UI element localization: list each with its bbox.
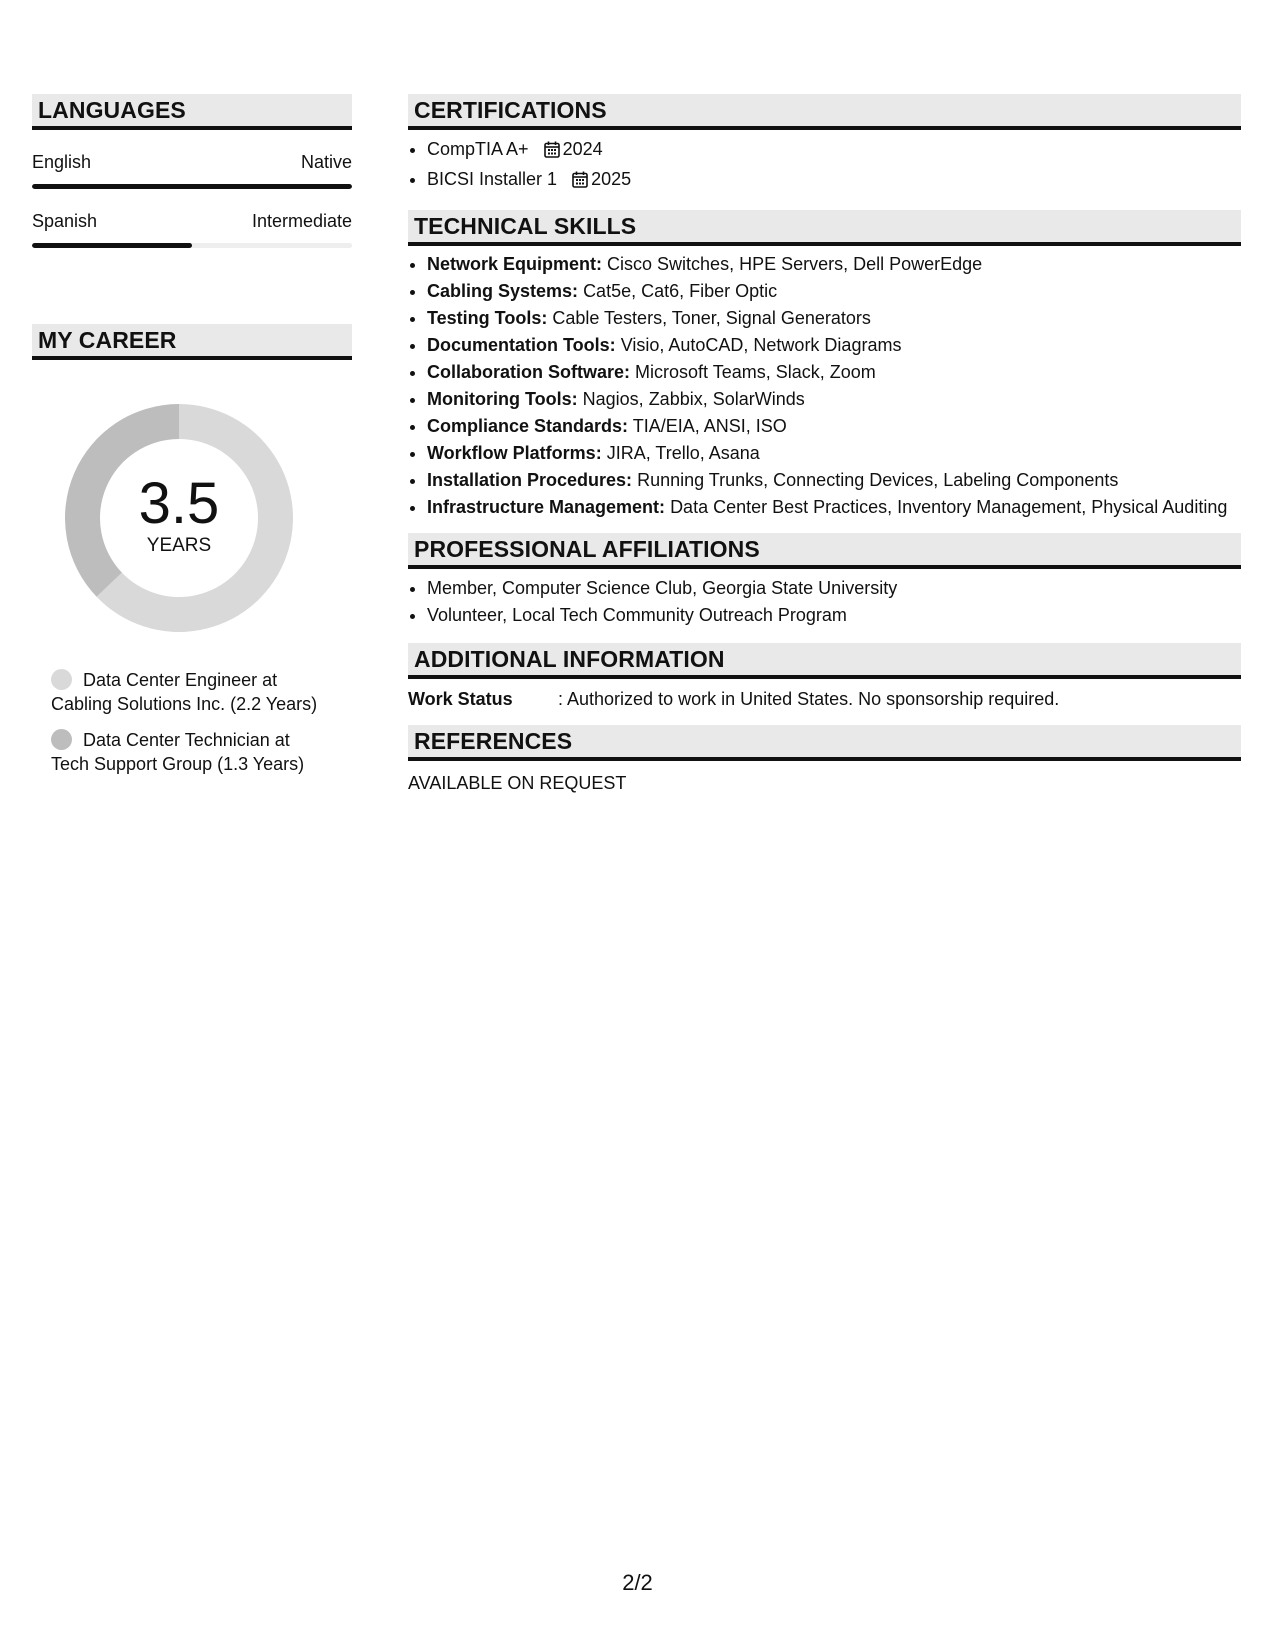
skill-values: Microsoft Teams, Slack, Zoom xyxy=(635,362,876,382)
certifications-list xyxy=(408,136,1241,196)
skill-values: Nagios, Zabbix, SolarWinds xyxy=(582,389,805,409)
language-proficiency-fill xyxy=(32,184,352,189)
skill-item xyxy=(427,495,1241,519)
skill-category: Infrastructure Management: xyxy=(427,497,666,517)
skill-values: Cisco Switches, HPE Servers, Dell PowerEdge xyxy=(607,254,983,274)
language-item xyxy=(32,211,352,248)
references-text: AVAILABLE ON REQUEST xyxy=(408,773,627,793)
technical-skills-list xyxy=(408,252,1241,519)
career-total-unit: YEARS xyxy=(146,535,212,556)
skill-values: JIRA, Trello, Asana xyxy=(606,443,760,463)
affiliations-heading: PROFESSIONAL AFFILIATIONS xyxy=(408,533,1241,569)
certification-name: CompTIA A+ xyxy=(427,139,529,159)
certifications-section xyxy=(408,94,1241,196)
language-proficiency-fill xyxy=(32,243,192,248)
calendar-icon xyxy=(544,139,560,166)
certification-year: 2025 xyxy=(591,169,632,189)
career-legend-label: Data Center Engineer at Cabling Solutions Inc. (2.2 Years) xyxy=(51,670,318,714)
technical-skills-heading: TECHNICAL SKILLS xyxy=(408,210,1241,246)
skill-values: Cat5e, Cat6, Fiber Optic xyxy=(583,281,778,301)
work-status-row xyxy=(408,687,1241,711)
donut-center xyxy=(65,404,293,632)
legend-dot-icon xyxy=(51,669,72,690)
certifications-heading: CERTIFICATIONS xyxy=(408,94,1241,130)
career-legend-label: Data Center Technician at Tech Support Group (1.3 Years) xyxy=(51,730,305,774)
career-legend-item xyxy=(51,728,321,776)
languages-section xyxy=(32,94,352,248)
language-level: Native xyxy=(300,152,352,172)
certification-name: BICSI Installer 1 xyxy=(427,169,558,189)
skill-values: Visio, AutoCAD, Network Diagrams xyxy=(620,335,902,355)
affiliations-list xyxy=(408,575,1241,629)
page-number: 2/2 xyxy=(622,1570,653,1595)
work-status-label: Work Status xyxy=(408,689,513,709)
affiliation-item: • Volunteer, Local Tech Community Outreach Program xyxy=(427,602,1241,629)
language-level: Intermediate xyxy=(251,211,352,231)
skill-item xyxy=(427,468,1241,492)
career-heading: MY CAREER xyxy=(32,324,352,360)
career-legend xyxy=(51,668,321,776)
career-total-value: 3.5 xyxy=(138,471,220,536)
calendar-icon xyxy=(572,169,588,196)
references-heading: REFERENCES xyxy=(408,725,1241,761)
certification-item xyxy=(427,166,1241,196)
technical-skills-section xyxy=(408,210,1241,519)
skill-category: Network Equipment: xyxy=(427,254,603,274)
additional-info-heading: ADDITIONAL INFORMATION xyxy=(408,643,1241,679)
language-name: English xyxy=(32,152,92,172)
skill-values: TIA/EIA, ANSI, ISO xyxy=(632,416,787,436)
additional-info-section xyxy=(408,643,1241,711)
career-section xyxy=(32,324,352,776)
skill-category: Workflow Platforms: xyxy=(427,443,602,463)
skill-category: Installation Procedures: xyxy=(427,470,633,490)
references-section xyxy=(408,725,1241,795)
skill-item xyxy=(427,252,1241,276)
skill-values: Running Trunks, Connecting Devices, Labeling Components xyxy=(637,470,1119,490)
work-status-value: : Authorized to work in United States. No sponsorship required. xyxy=(558,689,1060,709)
career-legend-item xyxy=(51,668,321,716)
skill-item xyxy=(427,306,1241,330)
language-proficiency-bar xyxy=(32,243,352,248)
right-column xyxy=(408,94,1241,795)
languages-heading: LANGUAGES xyxy=(32,94,352,130)
certification-year: 2024 xyxy=(562,139,603,159)
language-proficiency-bar xyxy=(32,184,352,189)
skill-values: Data Center Best Practices, Inventory Management, Physical Auditing xyxy=(670,497,1228,517)
skill-item xyxy=(427,387,1241,411)
certification-item xyxy=(427,136,1241,166)
skill-category: Cabling Systems: xyxy=(427,281,579,301)
left-column xyxy=(32,94,352,788)
affiliation-item: • Member, Computer Science Club, Georgia State University xyxy=(427,575,1241,602)
skill-values: Cable Testers, Toner, Signal Generators xyxy=(552,308,871,328)
language-name: Spanish xyxy=(32,211,98,231)
skill-category: Compliance Standards: xyxy=(427,416,629,436)
career-donut-chart xyxy=(65,404,293,632)
skill-item xyxy=(427,279,1241,303)
language-item xyxy=(32,152,352,189)
skill-category: Documentation Tools: xyxy=(427,335,616,355)
skill-category: Testing Tools: xyxy=(427,308,548,328)
affiliations-section xyxy=(408,533,1241,629)
skill-category: Collaboration Software: xyxy=(427,362,631,382)
skill-item xyxy=(427,441,1241,465)
legend-dot-icon xyxy=(51,729,72,750)
skill-item xyxy=(427,360,1241,384)
skill-category: Monitoring Tools: xyxy=(427,389,578,409)
skill-item xyxy=(427,414,1241,438)
skill-item xyxy=(427,333,1241,357)
